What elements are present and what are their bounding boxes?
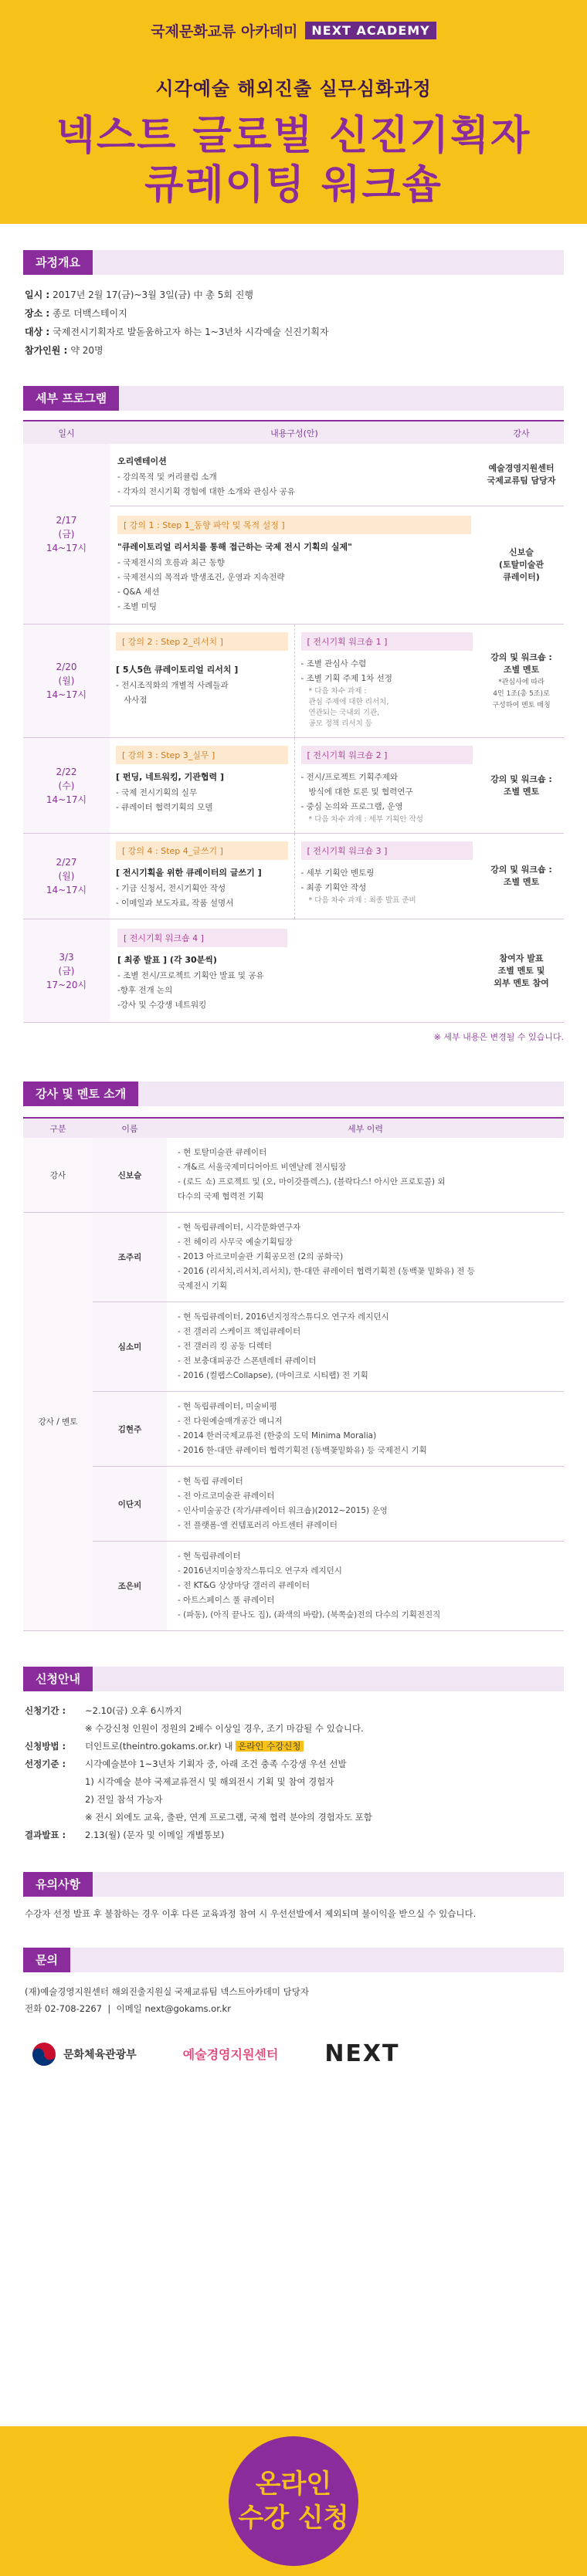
mentor-career: - 현 독립큐레이터, 시각문화연구자 - 전 헤이리 사무국 예술기획팀장 - 2013 아르코미술관 기획공모전 (2의 공화국) - 2016 (리서치,리서치,리서치), 한-대만 큐레이터 협력기획전 (동백꽃 밑화유) 전 등 국제전시 기획: [167, 1213, 564, 1302]
lecture-bar: [ 강의 3 : Step 3_실무 ]: [116, 746, 288, 764]
hero-title-line2: 큐레이팅 워크숍: [144, 162, 443, 208]
hero-subtitle: 시각예술 해외진출 실무심화과정: [155, 78, 432, 100]
category-cell: 강사: [23, 1138, 93, 1213]
table-row: [23, 738, 564, 834]
mentor-name: 조주리: [93, 1213, 167, 1302]
mentor-name: 김현주: [93, 1392, 167, 1467]
content-cell: [ 강의 1 : Step 1_동향 파악 및 목적 설정 ] "큐레이토리얼 리서치를 통해 접근하는 국제 전시 기획의 실제" - 국제전시의 흐름과 최근 동향 - 국제전시의 목적과 발생조건, 운영과 지속전략 - Q&A 세션 - 조별 미팅: [110, 506, 479, 625]
hero-banner: [0, 0, 587, 224]
mentors-table: [23, 1117, 564, 1631]
instructor-cell: 강의 및 워크숍 : 조별 멘토: [479, 834, 564, 919]
category-cell: 강사 / 멘토: [23, 1213, 93, 1631]
content-cell: [ 강의 3 : Step 3_실무 ] [ 펀딩, 네트워킹, 기관협력 ] - 국제 전시기획의 실무 - 큐레이터 협력기획의 모델 [ 전시기획 워크숍 2 ] - 전시/프로젝트 기획주제와 방식에 대한 토론 및 협력연구 - 중심 논의와 프로그램, 운영 * 다음 차수 과제 : 세부 기획안 작성: [110, 738, 479, 834]
mentors-section: [0, 1082, 587, 1631]
instructor-cell: 강의 및 워크숍 : 조별 멘토: [479, 738, 564, 834]
mcst-logo: 문화체육관광부: [31, 2041, 137, 2067]
apply-info: 신청기간 : ~2.10(금) 오후 6시까지 ※ 수강신청 인원이 정원의 2배수 이상일 경우, 조기 마감될 수 있습니다. 신청방법 : 더인트로(theintro.gokams.or.kr) 내 온라인 수강신청 선정기준 : 시각예술분야 1~3년차 기획자 중, 아래 조건 충족 수강생 우선 선발 1) 시각예술 분야 국제교류전시 및 해외전시 기획 및 참여 경험자 2) 전일 참석 가능자 ※ 전시 외에도 교육, 출판, 연계 프로그램, 국제 협력 분야의 경험자도 포함 결과발표 : 2.13(월) (문자 및 이메일 개별통보): [25, 1705, 372, 1840]
col-header: 일시: [23, 421, 110, 444]
contact-heading: 문의: [23, 1948, 70, 1972]
section-header: [23, 250, 564, 275]
mentors-heading: 강사 및 멘토 소개: [23, 1082, 138, 1106]
table-row: [23, 625, 564, 738]
content-cell: 오리엔테이션 - 강의목적 및 커리큘럼 소개 - 각자의 전시기획 경험에 대한 소개와 관심사 공유: [110, 444, 479, 506]
mentor-name: 이단지: [93, 1467, 167, 1542]
online-apply-highlight: 온라인 수강신청: [236, 1741, 303, 1752]
col-header: 구분: [23, 1118, 93, 1138]
workshop-bar: [ 전시기획 워크숍 1 ]: [301, 632, 473, 651]
lecture-bar: [ 강의 2 : Step 2_리서치 ]: [116, 632, 288, 651]
hero-title: [0, 111, 587, 210]
table-row: [23, 1467, 564, 1542]
overview-list: [23, 275, 564, 360]
gokams-logo: 예술경영지원센터: [182, 2047, 279, 2062]
table-row: [23, 444, 564, 506]
change-note: ※ 세부 내용은 변경될 수 있습니다.: [433, 1032, 564, 1042]
overview-item: 일시 : 2017년 2월 17(금)~3월 3일(금) 中 총 5회 진행: [25, 289, 253, 300]
mentor-career: - 현 독립큐레이터, 2016년지정작스튜디오 연구자 레지던시 - 전 갤러리 스케이프 책임큐레이터 - 전 갤러리 킹 공동 디렉터 - 전 보충대피공간 스폰텐레터 큐레이터 - 2016 (컬랩스Collapse), (마이크로 시티랩) 전 기획: [167, 1302, 564, 1392]
col-header: 세부 이력: [167, 1118, 564, 1138]
table-row: [23, 919, 564, 1023]
hero-title-line1: 넥스트 글로벌 신진기획자: [56, 113, 531, 159]
section-header: [23, 386, 564, 411]
table-row: [23, 834, 564, 919]
overview-section: [0, 250, 587, 360]
date-cell: 3/3 (금) 17~20시: [23, 919, 110, 1023]
contact-section: [0, 1948, 587, 2067]
schedule-table: [23, 420, 564, 1023]
col-header: 강사: [479, 421, 564, 444]
mentor-name: 신보슬: [93, 1138, 167, 1213]
online-apply-button[interactable]: 온라인 수강 신청: [229, 2436, 358, 2566]
col-header: 이름: [93, 1118, 167, 1138]
lecture-bar: [ 강의 4 : Step 4_글쓰기 ]: [116, 841, 288, 860]
section-header: [23, 1948, 564, 1972]
section-header: [23, 1082, 564, 1106]
mentor-career: - 현 독립큐레이터, 미술비평 - 전 다원예술매개공간 매니저 - 2014 한러국제교류전 (한중의 도덕 Minima Moralia) - 2016 한-대만 큐레이터 협력기획전 (동백꽃밑화유) 등 국제전시 기획: [167, 1392, 564, 1467]
hero-org: [151, 20, 436, 41]
date-cell: 2/17 (금) 14~17시: [23, 444, 110, 625]
instructor-cell: 신보슬 (토탈미술관 큐레이터): [479, 506, 564, 625]
mentor-career: - 현 독립 큐레이터 - 전 아르코미술관 큐레이터 - 인사미술공간 (작가/큐레이터 워크숍)(2012~2015) 운영 - 전 플랫폼-엘 컨템포러리 아트센터 큐레이터: [167, 1467, 564, 1542]
col-header: 내용구성(안): [110, 421, 479, 444]
lecture-bar: [ 강의 1 : Step 1_동향 파악 및 목적 설정 ]: [117, 516, 471, 534]
next-logo: NEXT: [324, 2040, 400, 2067]
cta-area: [0, 2426, 587, 2576]
table-row: [23, 1302, 564, 1392]
sponsor-logos: [23, 2017, 564, 2067]
content-cell: [ 강의 2 : Step 2_리서치 ] [ 5人5色 큐레이토리얼 리서치 ] - 전시조직화의 개별적 사례들과 사사점 [ 전시기획 워크숍 1 ] - 조별 관심사 수렴 - 조별 기획 주제 1차 선정 * 다음 차수 과제 : 관심 주제에 대한 리서치, 연관되는 국내외 기관, 공모 정책 리서치 등: [110, 625, 479, 738]
table-row: [23, 1542, 564, 1631]
date-cell: 2/27 (월) 14~17시: [23, 834, 110, 919]
mentor-name: 심소미: [93, 1302, 167, 1392]
next-academy-tag: NEXT ACADEMY: [305, 22, 436, 39]
section-header: [23, 1667, 564, 1691]
content-cell: [ 강의 4 : Step 4_글쓰기 ] [ 전시기획을 위한 큐레이터의 글쓰기 ] - 기금 신청서, 전시기획안 작성 - 이메일과 보도자료, 작품 설명서 [ 전시기획 워크숍 3 ] - 세부 기획안 멘토링 - 최종 기획안 작성 * 다음 차수 과제 : 최종 발표 준비: [110, 834, 479, 919]
workshop-bar: [ 전시기획 워크숍 4 ]: [117, 929, 287, 947]
date-cell: 2/22 (수) 14~17시: [23, 738, 110, 834]
apply-section: [0, 1667, 587, 1844]
table-row: [23, 1138, 564, 1213]
apply-heading: 신청안내: [23, 1667, 93, 1691]
overview-heading: 과정개요: [23, 250, 93, 275]
instructor-cell: 강의 및 워크숍 : 조별 멘토 *관심사에 따라 4인 1조(총 5조)로 구성하여 멘토 매칭: [479, 625, 564, 738]
overview-item: 참가인원 : 약 20명: [25, 345, 103, 356]
date-cell: 2/20 (월) 14~17시: [23, 625, 110, 738]
overview-item: 장소 : 종로 더백스테이지: [25, 308, 127, 319]
instructor-cell: 참여자 발표 조별 멘토 및 외부 멘토 참여: [479, 919, 564, 1023]
program-section: [0, 386, 587, 1043]
program-heading: 세부 프로그램: [23, 386, 119, 411]
instructor-cell: 예술경영지원센터 국제교류팀 담당자: [479, 444, 564, 506]
mentor-career: - 현 독립큐레이터 - 2016년지미술창작스튜디오 연구자 레지던시 - 전 KT&G 상상마당 갤러리 큐레이터 - 아트스페이스 풀 큐레이터 - (파동), (아직 끝나도 집), (좌색의 바람), (북쪽숲)전의 다수의 기획전진직: [167, 1542, 564, 1631]
table-row: [23, 1392, 564, 1467]
overview-item: 대상 : 국제전시기획자로 발돋움하고자 하는 1~3년차 시각예술 신진기획자: [25, 327, 329, 337]
mentor-name: 조은비: [93, 1542, 167, 1631]
caution-text: 수강자 선정 발표 후 불참하는 경우 이후 다른 교육과정 참여 시 우선선발에서 제외되며 불이익을 받으실 수 있습니다.: [25, 1908, 477, 1919]
table-row: [23, 1213, 564, 1302]
section-header: [23, 1872, 564, 1897]
mentor-career: - 현 토탈미술관 큐레이터 - 개&르 서울국제미디어아트 비엔날레 전시팀장 - (로드 쇼) 프로젝트 및 (오, 마이갓플렉스), (블락다스! 아시안 프로토콜) 외 다수의 국제 협력전 기획: [167, 1138, 564, 1213]
phone: 전화 02-708-2267: [25, 2003, 103, 2014]
workshop-bar: [ 전시기획 워크숍 3 ]: [301, 841, 473, 860]
contact-info: (재)예술경영지원센터 해외진출지원실 국제교류팀 넥스트아카데미 담당자 전화 02-708-2267 | 이메일 next@gokams.or.kr: [25, 1986, 309, 2014]
workshop-bar: [ 전시기획 워크숍 2 ]: [301, 746, 473, 764]
email-link[interactable]: 이메일 next@gokams.or.kr: [116, 2003, 231, 2014]
content-cell: [ 전시기획 워크숍 4 ] [ 최종 발표 ] (각 30분씩) - 조별 전시/프로젝트 기획안 발표 및 공유 -향후 전개 논의 -강사 및 수강생 네트워킹: [110, 919, 479, 1023]
caution-section: [0, 1872, 587, 1920]
caution-heading: 유의사항: [23, 1872, 93, 1897]
taegeuk-icon: [31, 2041, 57, 2067]
org-name: 국제문화교류 아카데미: [151, 23, 298, 40]
